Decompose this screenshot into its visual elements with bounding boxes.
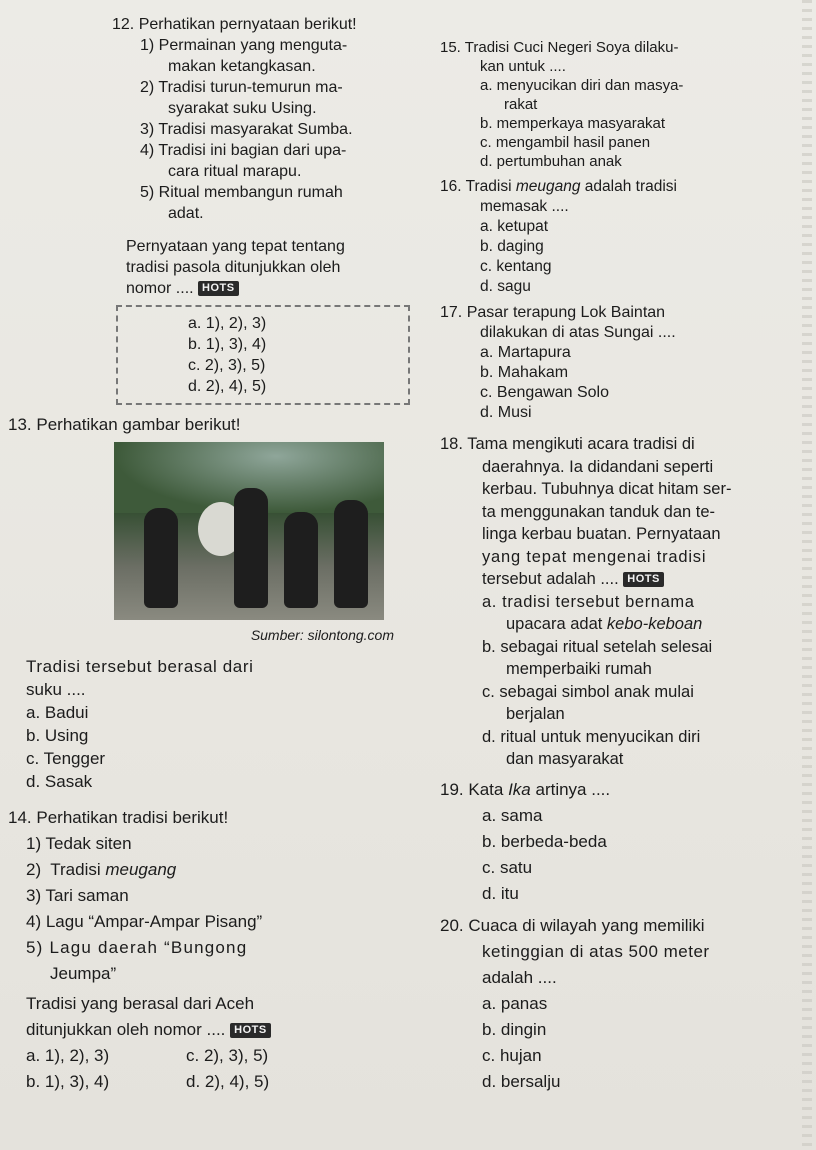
option-d-cont: dan masyarakat — [506, 750, 624, 768]
q18-stem-5: linga kerbau buatan. Pernyataan — [482, 525, 721, 543]
option-d[interactable]: d. 2), 4), 5) — [186, 1072, 270, 1091]
q18-stem-6: yang tepat mengenai tradisi — [482, 547, 707, 566]
question-14 — [8, 805, 432, 1095]
option-d[interactable]: d. ritual untuk menyucikan diri — [482, 727, 701, 746]
question-number: 19. — [440, 779, 464, 799]
q19-stem: Kata Ika artinya .... — [468, 779, 611, 799]
tradition-2: 2) Tradisi meugang — [26, 860, 177, 879]
q20-stem-1: Cuaca di wilayah yang memiliki — [468, 915, 705, 935]
statement-3: 3) Tradisi masyarakat Sumba. — [140, 121, 353, 138]
question-18 — [440, 433, 800, 771]
question-12 — [112, 14, 432, 405]
q15-stem-2: kan untuk .... — [480, 58, 566, 75]
option-a[interactable]: a. Badui — [26, 703, 89, 722]
statement-4b: cara ritual marapu. — [168, 163, 302, 180]
option-c[interactable]: c. 2), 3), 5) — [186, 1046, 269, 1065]
option-c[interactable]: c. 2), 3), 5) — [188, 357, 266, 374]
question-16 — [440, 177, 800, 297]
q13-stem-2: suku .... — [26, 680, 86, 699]
option-a[interactable]: a. sama — [482, 805, 543, 825]
question-number: 17. — [440, 304, 463, 321]
hots-badge: HOTS — [230, 1023, 271, 1038]
q17-stem-1: Pasar terapung Lok Baintan — [466, 304, 666, 321]
option-a[interactable]: a. menyucikan diri dan masya- — [480, 77, 684, 94]
hots-badge: HOTS — [623, 572, 664, 587]
option-b[interactable]: b. Mahakam — [480, 364, 569, 381]
statement-4a: 4) Tradisi ini bagian dari upa- — [140, 142, 347, 159]
statement-5a: 5) Ritual membangun rumah — [140, 184, 343, 201]
option-d[interactable]: d. pertumbuhan anak — [480, 153, 622, 170]
option-b[interactable]: b. 1), 3), 4) — [188, 336, 267, 353]
option-b[interactable]: b. Using — [26, 726, 89, 745]
question-19 — [440, 777, 800, 907]
option-b[interactable]: b. sebagai ritual setelah selesai — [482, 637, 713, 656]
option-a-cont: upacara adat kebo-keboan — [506, 615, 703, 633]
left-column — [8, 14, 432, 1095]
q18-stem-1: Tama mengikuti acara tradisi di — [467, 435, 695, 453]
question-number: 12. — [112, 16, 135, 33]
statement-1a: 1) Permainan yang menguta- — [140, 37, 348, 54]
q15-stem-1: Tradisi Cuci Negeri Soya dilaku- — [464, 39, 679, 56]
dance-photo — [114, 442, 384, 620]
option-b[interactable]: b. berbeda-beda — [482, 831, 607, 851]
option-d[interactable]: d. itu — [482, 883, 519, 903]
option-b[interactable]: b. dingin — [482, 1019, 547, 1039]
option-c[interactable]: c. satu — [482, 857, 533, 877]
q18-stem-2: daerahnya. Ia didandani seperti — [482, 457, 714, 476]
dancer-figure — [234, 488, 268, 608]
q20-stem-3: adalah .... — [482, 967, 557, 987]
option-d[interactable]: d. 2), 4), 5) — [188, 378, 267, 395]
q14-stem-2: ditunjukkan oleh nomor .... — [26, 1020, 226, 1039]
option-b[interactable]: b. 1), 3), 4) — [26, 1072, 110, 1091]
question-13 — [8, 413, 432, 793]
q12-stem-1: Pernyataan yang tepat tentang — [126, 238, 345, 255]
tradition-1: 1) Tedak siten — [26, 834, 132, 853]
option-a[interactable]: a. 1), 2), 3) — [26, 1046, 110, 1065]
q17-stem-2: dilakukan di atas Sungai .... — [480, 324, 676, 341]
option-a[interactable]: a. panas — [482, 993, 548, 1013]
option-c[interactable]: c. Bengawan Solo — [480, 384, 609, 401]
q18-stem-3: kerbau. Tubuhnya dicat hitam ser- — [482, 480, 732, 498]
question-prompt: Perhatikan pernyataan berikut! — [138, 16, 357, 33]
option-d[interactable]: d. bersalju — [482, 1071, 561, 1091]
question-number: 13. — [8, 415, 32, 434]
q13-stem-1: Tradisi tersebut berasal dari — [26, 657, 254, 676]
question-17 — [440, 303, 800, 423]
question-number: 15. — [440, 39, 461, 56]
question-number: 18. — [440, 435, 463, 453]
option-c[interactable]: c. Tengger — [26, 749, 106, 768]
statement-1b: makan ketangkasan. — [168, 58, 316, 75]
option-d[interactable]: d. Sasak — [26, 772, 93, 791]
option-a[interactable]: a. ketupat — [480, 218, 549, 235]
statement-2b: syarakat suku Using. — [168, 100, 317, 117]
option-c[interactable]: c. mengambil hasil panen — [480, 134, 651, 151]
dancer-figure — [284, 512, 318, 608]
option-b-cont: memperbaiki rumah — [506, 660, 652, 678]
question-prompt: Perhatikan tradisi berikut! — [36, 808, 229, 827]
photo-caption: Sumber: silontong.com — [250, 627, 394, 643]
option-a[interactable]: a. Martapura — [480, 344, 571, 361]
right-column — [440, 38, 800, 1095]
question-number: 14. — [8, 808, 32, 827]
q20-stem-2: ketinggian di atas 500 meter — [482, 941, 710, 961]
tradition-5-cont: Jeumpa” — [50, 964, 117, 983]
dancer-figure — [144, 508, 178, 608]
q16-stem-1: Tradisi meugang adalah tradisi — [465, 178, 677, 195]
page-edge-texture — [802, 0, 812, 1150]
q16-stem-2: memasak .... — [480, 198, 569, 215]
tradition-4: 4) Lagu “Ampar-Ampar Pisang” — [26, 912, 263, 931]
option-c[interactable]: c. sebagai simbol anak mulai — [482, 682, 694, 701]
q12-stem-3: nomor .... — [126, 280, 194, 297]
option-b[interactable]: b. daging — [480, 238, 544, 255]
q18-stem-7: tersebut adalah .... — [482, 570, 619, 588]
question-number: 20. — [440, 915, 464, 935]
hots-badge: HOTS — [198, 281, 239, 296]
question-prompt: Perhatikan gambar berikut! — [36, 415, 241, 434]
option-b[interactable]: b. memperkaya masyarakat — [480, 115, 666, 132]
q12-stem-2: tradisi pasola ditunjukkan oleh — [126, 259, 341, 276]
option-a[interactable]: a. 1), 2), 3) — [188, 315, 267, 332]
option-d[interactable]: d. sagu — [480, 278, 531, 295]
q12-options-box — [116, 305, 410, 405]
question-20 — [440, 913, 800, 1095]
tradition-3: 3) Tari saman — [26, 886, 129, 905]
option-d[interactable]: d. Musi — [480, 404, 532, 421]
option-a-cont: rakat — [504, 96, 538, 113]
tradition-5: 5) Lagu daerah “Bungong — [26, 938, 248, 957]
option-c[interactable]: c. kentang — [480, 258, 552, 275]
dancer-figure — [334, 500, 368, 608]
q18-stem-4: ta menggunakan tanduk dan te- — [482, 502, 716, 521]
option-c-cont: berjalan — [506, 705, 565, 723]
option-c[interactable]: c. hujan — [482, 1045, 542, 1065]
option-a[interactable]: a. tradisi tersebut bernama — [482, 592, 695, 611]
statement-2a: 2) Tradisi turun-temurun ma- — [140, 79, 343, 96]
question-number: 16. — [440, 178, 462, 195]
question-15 — [440, 38, 800, 171]
q14-stem-1: Tradisi yang berasal dari Aceh — [26, 994, 255, 1013]
statement-5b: adat. — [168, 205, 204, 222]
